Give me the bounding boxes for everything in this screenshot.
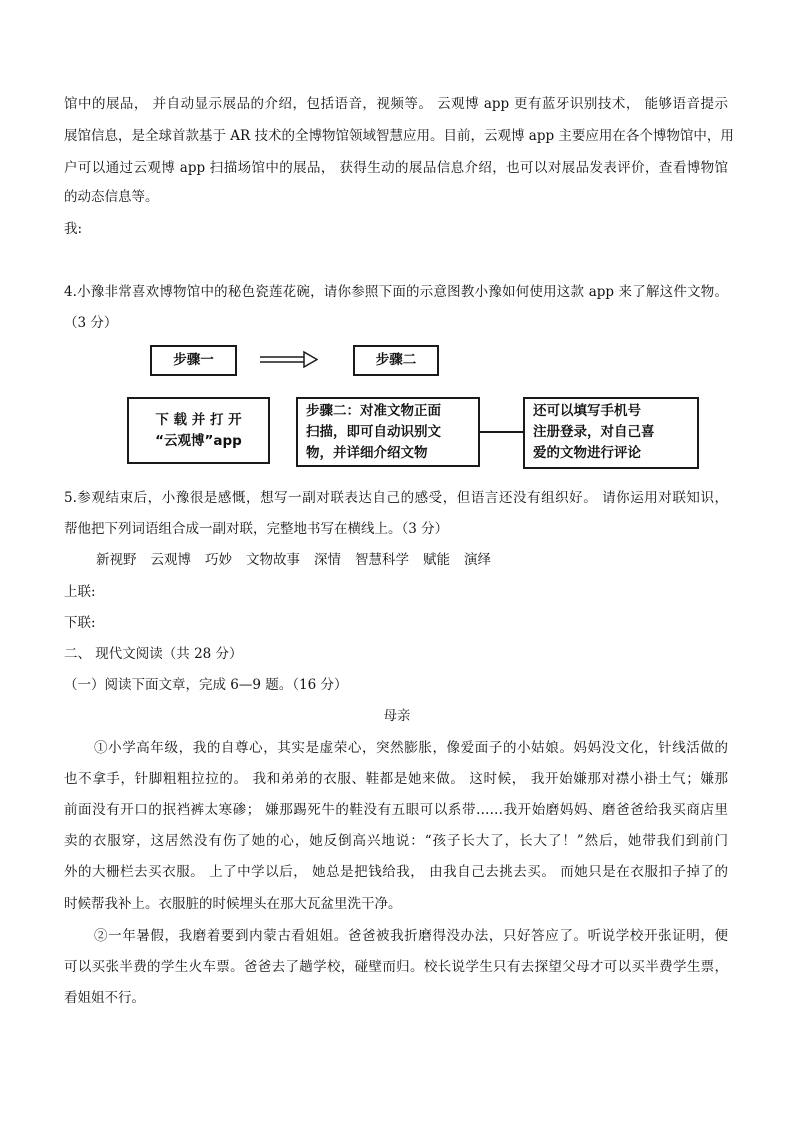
step1-header [150,345,237,376]
lower-couplet-label: 下联: [64,615,96,631]
step1-text-line-2: “云观博”app [155,433,242,449]
step2-text-line-3: 物，并详细介绍文物 [306,445,428,461]
intro-line-2: 展馆信息，是全球首款基于 AR 技术的全博物馆领域智慧应用。目前，云观博 app 主要应用在各个博物馆中，用 [64,128,734,144]
step3-text-line-2: 注册登录，对自己喜 [533,424,655,440]
step2-box [296,397,480,467]
word-item: 云观博 [150,552,191,568]
step3-text-line-3: 爱的文物进行评论 [533,445,641,461]
step2-header [353,345,439,376]
upper-couplet-label: 上联: [64,584,96,600]
right-arrow-icon [260,350,318,370]
word-item: 新视野 [96,552,137,568]
connector-line [480,431,523,433]
para1-line-5: 外的大栅栏去买衣服。 上了中学以后， 她总是把钱给我， 由我自己去挑去买。 而她只是在衣服扣子掉了的 [64,864,728,880]
para1-line-2: 也不拿手，针脚粗粗拉拉的。 我和弟弟的衣服、鞋都是她来做。 这时候， 我开始嫌那对襟小褂土气；嫌那 [64,771,728,787]
article-title: 母亲 [383,708,411,724]
word-item: 智慧科学 [355,552,409,568]
step3-text-line-1: 还可以填写手机号 [533,403,641,419]
word-item: 巧妙 [205,552,232,568]
intro-line-1: 馆中的展品， 并自动显示展品的介绍，包括语音，视频等。 云观博 app 更有蓝牙识别技术， 能够语音提示 [64,96,728,112]
q5-word-bank [96,550,505,570]
q4-line-2: （3 分） [64,315,118,331]
para1-line-6: 时候帮我补上。衣服脏的时候埋头在那大瓦盆里洗干净。 [64,896,402,912]
word-item: 深情 [314,552,341,568]
q5-line-1: 5.参观结束后，小豫很是感慨，想写一副对联表达自己的感受，但语言还没有组织好。 请你运用对联知识， [64,490,728,506]
step2-label: 步骤二 [375,352,417,368]
q5-line-2: 帮他把下列词语组合成一副对联，完整地书写在横线上。（3 分） [64,521,449,537]
para2-line-2: 可以买张半费的学生火车票。爸爸去了趟学校，碰壁而归。校长说学生只有去探望父母才可以买半费学生票， [64,959,728,975]
para1-line-3: 前面没有开口的抿裆裤太寒碜； 嫌那踢死牛的鞋没有五眼可以系带……我开始磨妈妈、磨爸爸给我买商店里 [64,802,728,818]
word-item: 演绎 [464,552,491,568]
word-item: 文物故事 [246,552,300,568]
step2-text-line-2: 扫描，即可自动识别文 [306,424,441,440]
section2-sub-heading: （一）阅读下面文章，完成 6—9 题。（16 分） [64,677,348,693]
steps-diagram [150,340,710,480]
intro-line-4: 的动态信息等。 [64,189,159,205]
step2-text-line-1: 步骤二：对准文物正面 [306,403,441,419]
para2-line-3: 看姐姐不行。 [64,990,145,1006]
step3-box [523,397,699,469]
word-item: 赋能 [423,552,450,568]
answer-label-me: 我: [64,221,83,237]
para1-line-4: 卖的衣服穿，这居然没有伤了她的心，她反倒高兴地说：“孩子长大了，长大了！”然后，她带我们到前门 [64,833,728,849]
para2-line-1: ②一年暑假，我磨着要到内蒙古看姐姐。爸爸被我折磨得没办法，只好答应了。听说学校开张证明，便 [94,928,728,944]
intro-line-3: 户可以通过云观博 app 扫描场馆中的展品， 获得生动的展品信息介绍，也可以对展品发表评价，查看博物馆 [64,160,728,176]
step1-box [127,397,270,464]
q4-line-1: 4.小豫非常喜欢博物馆中的秘色瓷莲花碗，请你参照下面的示意图教小豫如何使用这款 app 来了解这件文物。 [64,284,728,300]
step1-text-line-1: 下 载 并 打 开 [155,412,242,428]
section2-heading: 二、 现代文阅读（共 28 分） [64,646,243,662]
para1-line-1: ①小学高年级，我的自尊心，其实是虚荣心，突然膨胀，像爱面子的小姑娘。妈妈没文化，针线活做的 [94,740,728,756]
step1-label: 步骤一 [173,352,214,368]
